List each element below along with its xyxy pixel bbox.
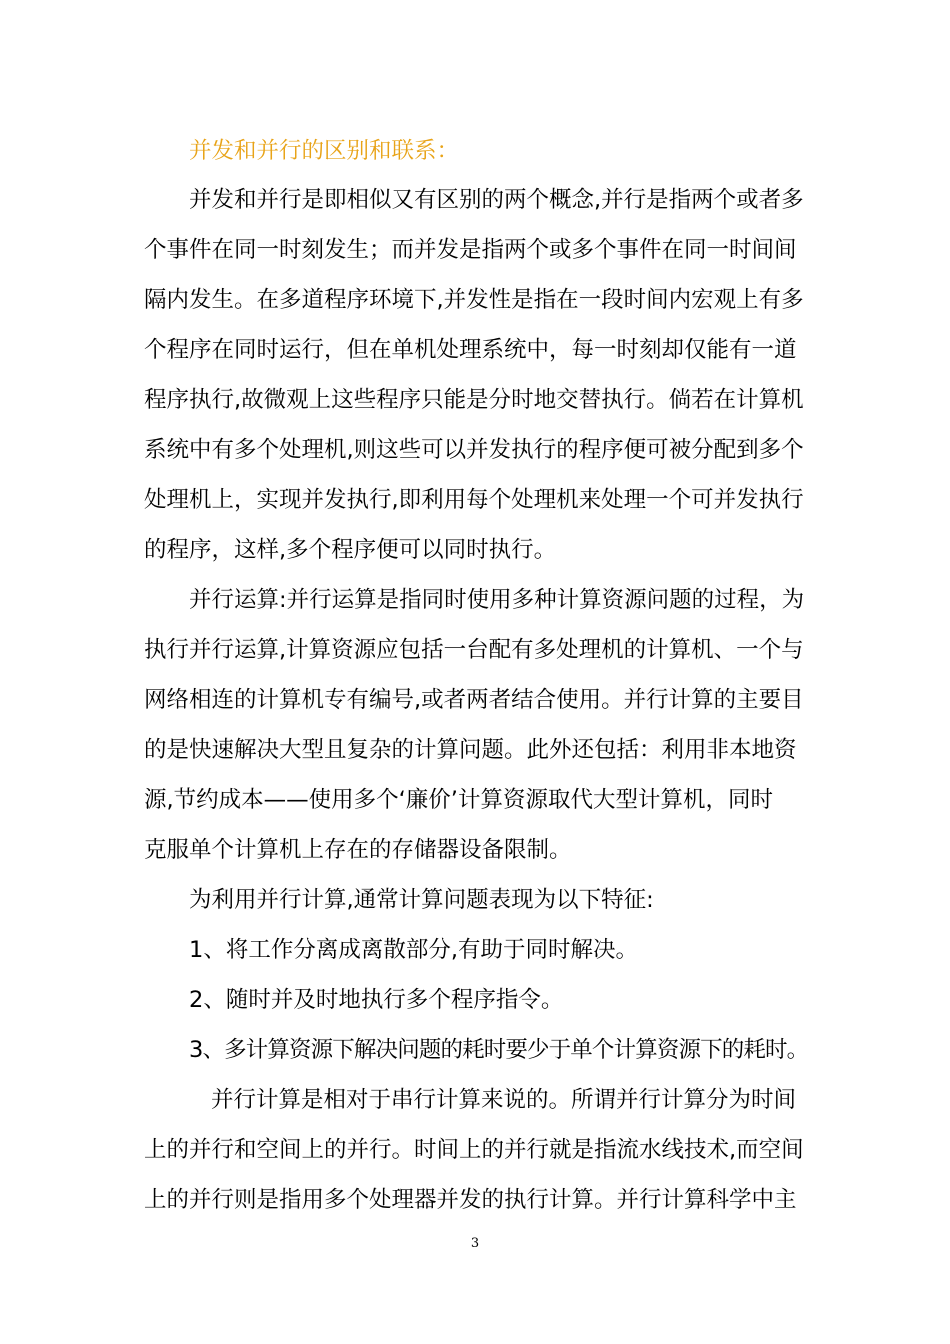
paragraph-line: 的是快速解决大型且复杂的计算问题。此外还包括：利用非本地资: [144, 737, 797, 763]
paragraph-line: 处理机上，实现并发执行,即利用每个处理机来处理一个可并发执行: [144, 487, 804, 513]
paragraph-line: 个程序在同时运行，但在单机处理系统中，每一时刻却仅能有一道: [144, 337, 797, 363]
list-item: 2、随时并及时地执行多个程序指令。: [189, 987, 564, 1013]
paragraph-line: 并发和并行是即相似又有区别的两个概念,并行是指两个或者多: [189, 187, 804, 213]
paragraph-line: 并行计算是相对于串行计算来说的。所谓并行计算分为时间: [211, 1087, 797, 1113]
paragraph-line: 上的并行则是指用多个处理器并发的执行计算。并行计算科学中主: [144, 1187, 797, 1213]
paragraph-line: 上的并行和空间上的并行。时间上的并行就是指流水线技术,而空间: [144, 1137, 804, 1163]
paragraph-line: 网络相连的计算机专有编号,或者两者结合使用。并行计算的主要目: [144, 687, 804, 713]
paragraph-line: 克服单个计算机上存在的存储器设备限制。: [144, 837, 572, 863]
paragraph-line: 源,节约成本——使用多个‘廉价’计算资源取代大型计算机，同时: [144, 787, 773, 813]
paragraph-line: 执行并行运算,计算资源应包括一台配有多处理机的计算机、一个与: [144, 637, 804, 663]
paragraph-line: 的程序，这样,多个程序便可以同时执行。: [144, 537, 557, 563]
paragraph-line: 程序执行,故微观上这些程序只能是分时地交替执行。倘若在计算机: [144, 387, 804, 413]
list-item: 3、多计算资源下解决问题的耗时要少于单个计算资源下的耗时。: [189, 1037, 809, 1063]
page-number: 3: [470, 1236, 480, 1251]
paragraph-line: 并行运算:并行运算是指同时使用多种计算资源问题的过程，为: [189, 587, 805, 613]
paragraph-line: 为利用并行计算,通常计算问题表现为以下特征:: [189, 887, 654, 913]
paragraph-line: 隔内发生。在多道程序环境下,并发性是指在一段时间内宏观上有多: [144, 287, 804, 313]
section-heading: 并发和并行的区别和联系：: [189, 138, 460, 164]
paragraph-line: 系统中有多个处理机,则这些可以并发执行的程序便可被分配到多个: [144, 437, 804, 463]
paragraph-line: 个事件在同一时刻发生；而并发是指两个或多个事件在同一时间间: [144, 237, 797, 263]
list-item: 1、将工作分离成离散部分,有助于同时解决。: [189, 937, 638, 963]
